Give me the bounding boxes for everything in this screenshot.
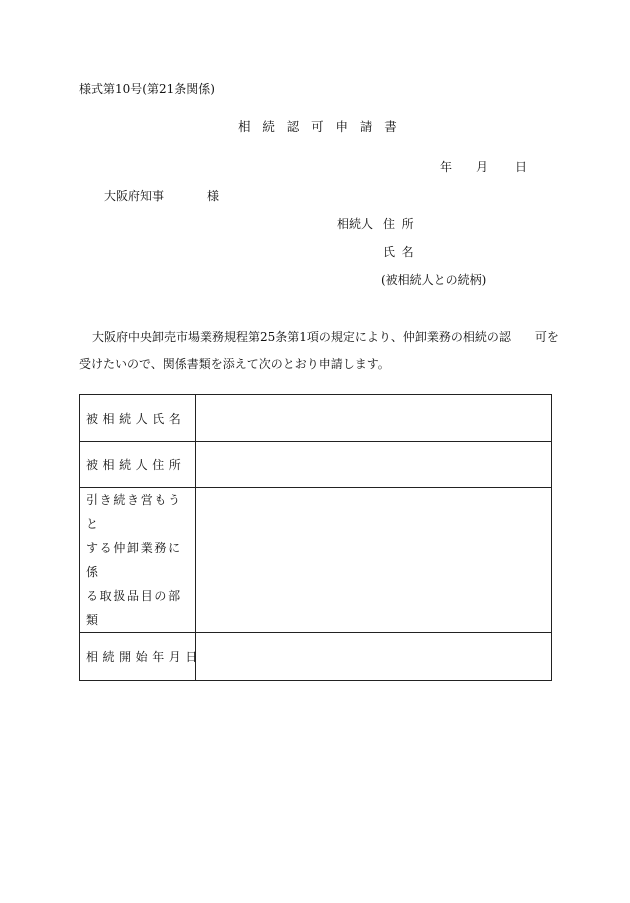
date-day-label: 日 [515,160,528,174]
addressee-name: 大阪府知事 [104,189,165,203]
row-label-text: 相続開始年月日 [86,650,202,664]
row-label-deceased-address [80,442,196,488]
date-line [440,161,527,173]
application-table [79,394,552,681]
row-value-product-category[interactable] [196,488,552,633]
row-label-text: 被相続人氏名 [86,411,186,426]
row-label-text-line: る取扱品目の部類 [86,589,182,627]
applicant-label: 相続人 [337,217,374,231]
applicant-name-label: 氏名 [383,245,421,259]
row-value-deceased-address[interactable] [196,442,552,488]
form-number: 様式第10号(第21条関係) [79,82,215,96]
table-row [80,395,552,442]
row-label-text: 被相続人住所 [86,458,186,472]
row-label-inheritance-start-date [80,633,202,681]
applicant-relation-label: (被相続人との続柄) [381,273,487,287]
table-row [80,488,552,633]
body-text-line-2: 受けたいので、関係書類を添えて次のとおり申請します。 [79,357,390,371]
applicant-address-label: 住所 [383,217,421,231]
body-text-line-1: 大阪府中央卸売市場業務規程第25条第1項の規定により、仲卸業務の相続の認 可を [92,330,559,344]
row-label-text-line: 引き続き営もうと [86,493,182,531]
row-label-deceased-name [80,395,196,442]
table-row [80,442,552,488]
table-row [80,633,552,681]
row-label-text-line: する仲卸業務に係 [86,541,182,579]
date-month-label: 月 [476,160,489,174]
document-title: 相続認可申請書 [238,119,409,134]
row-value-inheritance-start-date[interactable] [196,633,552,681]
row-value-deceased-name[interactable] [196,395,552,442]
date-year-label: 年 [440,160,453,174]
addressee-suffix: 様 [207,189,220,203]
row-label-product-category [80,488,196,633]
